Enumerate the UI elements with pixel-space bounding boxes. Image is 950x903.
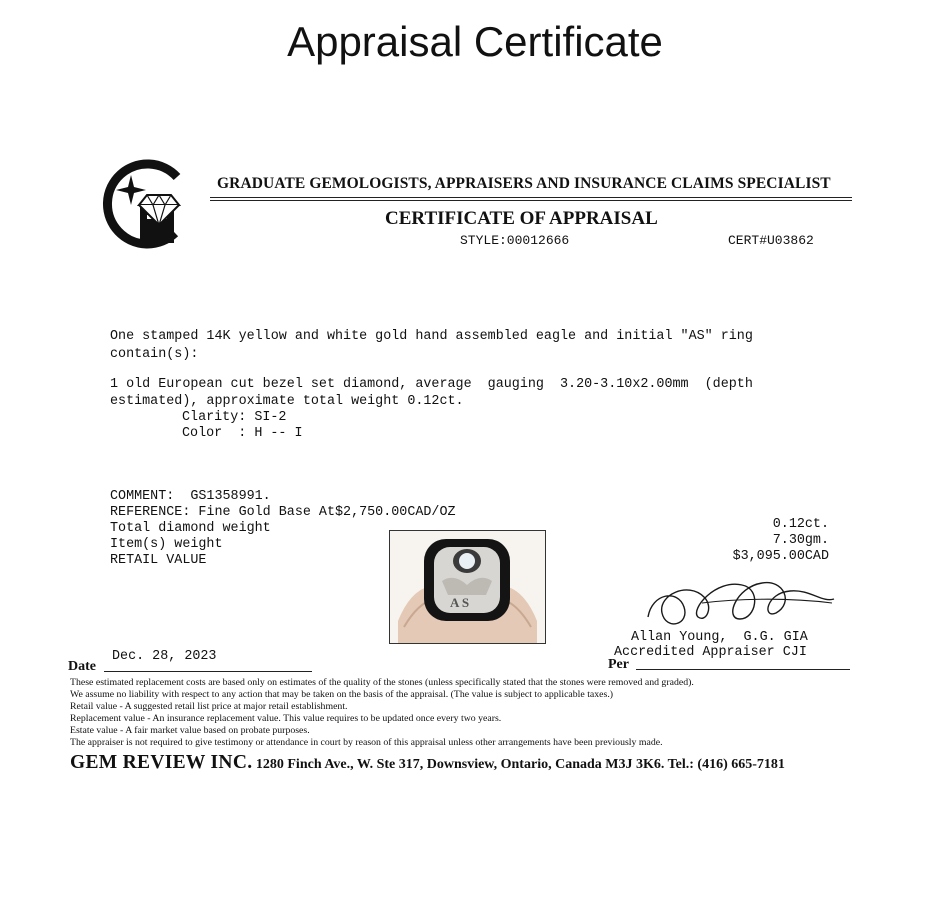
gem-logo-icon bbox=[95, 155, 185, 251]
svg-text:A S: A S bbox=[450, 595, 470, 610]
date-label: Date bbox=[68, 659, 96, 674]
disclaimer-line: Replacement value - An insurance replacement value. This value requires to be updated once every two years. bbox=[70, 713, 502, 724]
company-address: 1280 Finch Ave., W. Ste 317, Downsview, Ontario, Canada M3J 3K6. Tel.: (416) 665-7181 bbox=[252, 757, 785, 772]
company-name: GEM REVIEW INC. bbox=[70, 752, 253, 773]
total-weight-value: 0.12ct. bbox=[772, 517, 829, 532]
ring-photo bbox=[389, 530, 546, 644]
header-rule bbox=[210, 197, 852, 198]
comment-line: COMMENT: GS1358991. bbox=[110, 489, 271, 504]
appraiser-signature bbox=[644, 573, 840, 633]
appraiser-title: Accredited Appraiser CJI bbox=[614, 645, 807, 660]
stone-description-line-2: estimated), approximate total weight 0.12ct. bbox=[110, 394, 464, 409]
header-rule-second bbox=[210, 200, 852, 201]
stone-description-line-1: 1 old European cut bezel set diamond, average gauging 3.20-3.10x2.00mm (depth bbox=[110, 377, 753, 392]
disclaimer-line: We assume no liability with respect to any action that may be taken on the basis of the appraisal. (The value is subject to applicable taxes.) bbox=[70, 689, 614, 700]
disclaimer-line: Retail value - A suggested retail list price at major retail establishment. bbox=[70, 701, 348, 712]
page-title: Appraisal Certificate bbox=[287, 18, 663, 65]
certificate-title: CERTIFICATE OF APPRAISAL bbox=[385, 208, 658, 229]
date-value: Dec. 28, 2023 bbox=[112, 649, 217, 664]
retail-value-label: RETAIL VALUE bbox=[110, 553, 207, 568]
signature-rule bbox=[636, 669, 850, 670]
item-description-line-2: contain(s): bbox=[110, 347, 199, 362]
disclaimer-line: Estate value - A fair market value based on probate purposes. bbox=[70, 725, 310, 736]
organization-line: GRADUATE GEMOLOGISTS, APPRAISERS AND INSURANCE CLAIMS SPECIALIST bbox=[217, 175, 831, 192]
clarity-grade: Clarity: SI-2 bbox=[182, 410, 287, 425]
per-label: Per bbox=[608, 657, 629, 672]
appraiser-name: Allan Young, G.G. GIA bbox=[631, 630, 808, 645]
color-grade: Color : H -- I bbox=[182, 426, 303, 441]
footer bbox=[70, 752, 785, 774]
disclaimer-line: These estimated replacement costs are based only on estimates of the quality of the stones (unless specifically stated that the stones were removed and graded). bbox=[70, 677, 694, 688]
item-weight-label: Item(s) weight bbox=[110, 537, 223, 552]
disclaimer-line: The appraiser is not required to give testimony or attendance in court by reason of this appraisal unless other arrangements have been previously made. bbox=[70, 737, 663, 748]
item-description-line-1: One stamped 14K yellow and white gold hand assembled eagle and initial "AS" ring bbox=[110, 329, 753, 344]
retail-value-amount: $3,095.00CAD bbox=[732, 549, 829, 564]
reference-line: REFERENCE: Fine Gold Base At$2,750.00CAD/OZ bbox=[110, 505, 456, 520]
style-number: STYLE:00012666 bbox=[460, 233, 570, 248]
date-rule bbox=[104, 671, 312, 672]
item-weight-value: 7.30gm. bbox=[772, 533, 829, 548]
certificate-number: CERT#U03862 bbox=[728, 233, 814, 248]
total-weight-label: Total diamond weight bbox=[110, 521, 271, 536]
